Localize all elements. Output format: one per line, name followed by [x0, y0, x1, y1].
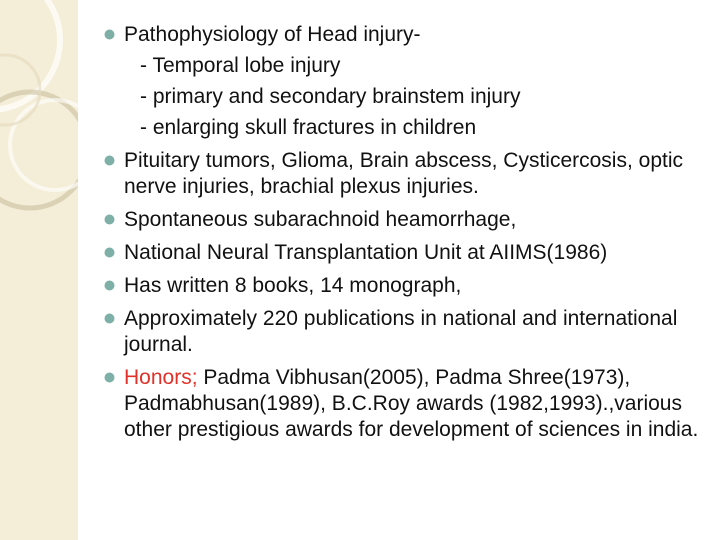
bullet-icon	[104, 247, 115, 258]
honors-label: Honors;	[124, 366, 198, 389]
bullet-text: Spontaneous subarachnoid heamorrhage,	[124, 208, 517, 231]
bullet-item-transplant-unit	[104, 240, 704, 266]
bullet-icon	[104, 155, 115, 166]
slide-content	[104, 22, 704, 450]
sub-item: - enlarging skull fractures in children	[140, 116, 477, 139]
bullet-item-head-injury	[104, 22, 704, 141]
bullet-item-sah	[104, 207, 704, 233]
bullet-text: Pituitary tumors, Glioma, Brain abscess, Cysticercosis, optic nerve injuries, brachial plexus injuries.	[124, 149, 684, 198]
bullet-icon	[104, 313, 115, 324]
bullet-text: Padma Vibhusan(2005), Padma Shree(1973), Padmabhusan(1989), B.C.Roy awards (1982,1993).,various other prestigious awards for development of sciences in india.	[124, 366, 699, 441]
bullet-item-publications	[104, 306, 704, 358]
bullet-icon	[104, 214, 115, 225]
bullet-text: Pathophysiology of Head injury-	[124, 23, 421, 46]
decorative-sidebar	[0, 0, 78, 540]
bullet-text: National Neural Transplantation Unit at AIIMS(1986)	[124, 241, 608, 264]
bullet-item-books	[104, 273, 704, 299]
bullet-icon	[104, 372, 115, 383]
bullet-icon	[104, 280, 115, 291]
sub-item: - Temporal lobe injury	[140, 54, 341, 77]
sub-list	[124, 53, 704, 141]
sub-item: - primary and secondary brainstem injury	[140, 85, 521, 108]
bullet-icon	[104, 29, 115, 40]
bullet-item-tumors	[104, 148, 704, 200]
bullet-text: Has written 8 books, 14 monograph,	[124, 274, 462, 297]
bullet-text: Approximately 220 publications in national and international journal.	[124, 307, 678, 356]
decorative-circles	[0, 0, 78, 540]
bullet-item-honors	[104, 365, 704, 443]
